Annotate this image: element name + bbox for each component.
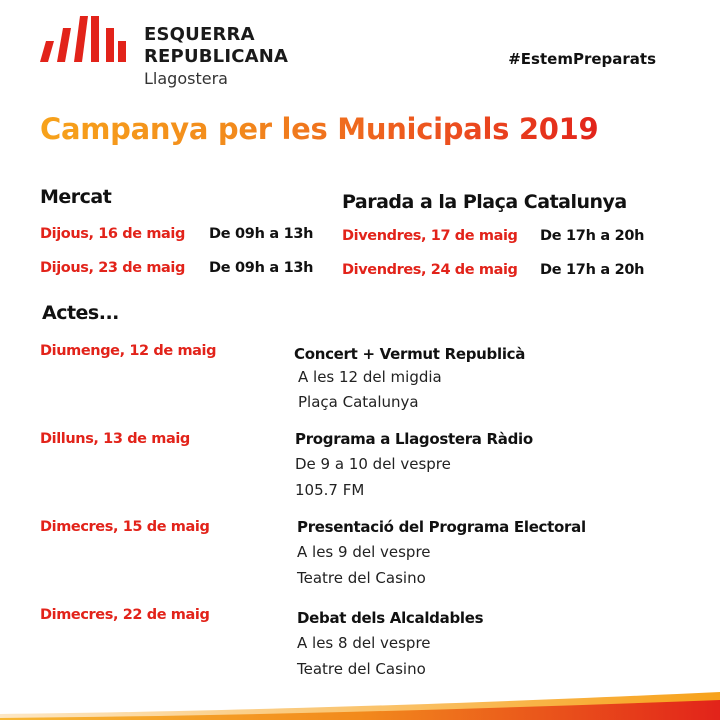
event-time: A les 9 del vespre xyxy=(297,543,431,561)
mercat-time: De 09h a 13h xyxy=(209,226,314,242)
event-time: A les 8 del vespre xyxy=(297,634,431,652)
brand-town: Llagostera xyxy=(144,69,228,88)
event-date: Dilluns, 13 de maig xyxy=(40,431,190,447)
event-place: Plaça Catalunya xyxy=(298,393,419,411)
event-place: Teatre del Casino xyxy=(297,660,426,678)
hashtag: #EstemPreparats xyxy=(508,50,656,68)
page-title: Campanya per les Municipals 2019 xyxy=(40,112,599,146)
parada-time: De 17h a 20h xyxy=(540,228,645,244)
mercat-time: De 09h a 13h xyxy=(209,260,314,276)
mercat-date: Dijous, 16 de maig xyxy=(40,226,185,242)
event-time: A les 12 del migdia xyxy=(298,368,442,386)
event-place: Teatre del Casino xyxy=(297,569,426,587)
event-title: Presentació del Programa Electoral xyxy=(297,518,586,536)
mercat-heading: Mercat xyxy=(40,186,112,208)
mercat-date: Dijous, 23 de maig xyxy=(40,260,185,276)
parada-date: Divendres, 17 de maig xyxy=(342,228,518,244)
parada-heading: Parada a la Plaça Catalunya xyxy=(342,191,627,213)
event-place: 105.7 FM xyxy=(295,481,365,499)
decorative-swoosh xyxy=(0,678,720,720)
event-time: De 9 a 10 del vespre xyxy=(295,455,451,473)
event-title: Concert + Vermut Republicà xyxy=(294,345,526,363)
parada-date: Divendres, 24 de maig xyxy=(342,262,518,278)
event-title: Debat dels Alcaldables xyxy=(297,609,484,627)
actes-heading: Actes... xyxy=(42,302,119,324)
brand-name-line2: REPUBLICANA xyxy=(144,46,289,67)
event-title: Programa a Llagostera Ràdio xyxy=(295,430,533,448)
event-date: Diumenge, 12 de maig xyxy=(40,343,217,359)
brand-name xyxy=(144,24,288,68)
erc-flag-icon xyxy=(40,16,126,62)
event-date: Dimecres, 22 de maig xyxy=(40,607,210,623)
parada-time: De 17h a 20h xyxy=(540,262,645,278)
event-date: Dimecres, 15 de maig xyxy=(40,519,210,535)
brand-name-line1: ESQUERRA xyxy=(144,24,255,45)
